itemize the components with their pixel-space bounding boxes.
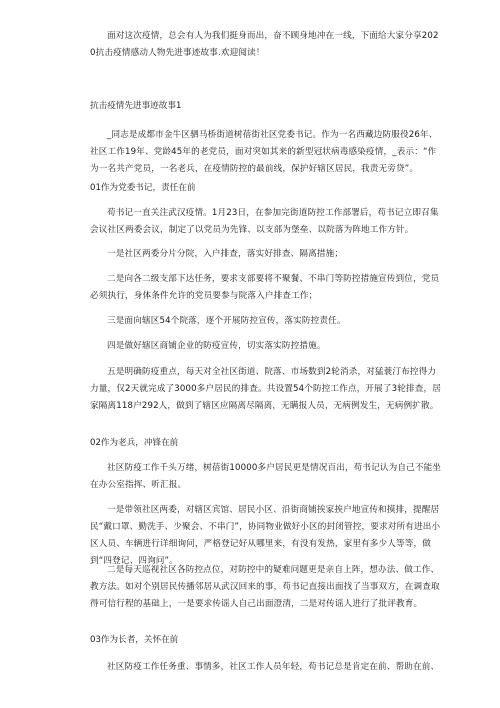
paragraph-1: _同志是成都市金牛区驷马桥街道树蓓街社区党委书记。作为一名西藏边防服役26年、社区工作19年、党龄45年的老党员，面对突如其来的新型冠状病毒感染疫情，_表示：“作为一名共产党员，一名老兵，在疫情防控的最前线，保护好辖区居民，我责无旁贷”。 — [90, 130, 438, 174]
paragraph-9: 一是带领社区两委，对辖区宾馆、居民小区、沿街商铺挨家挨户地宣传和摸排，提醒居民“戴口罩、勤洗手、少聚会、不串门”，协同物业做好小区的封闭管控，要求对所有进出小区人员、车辆进行详细询问，严格登记好从哪里来，有没有发热，家里有多少人等等，做到“四登记、四询问”。 — [90, 505, 441, 566]
paragraph-10: 二是每天巡视社区各防控点位，对防控中的疑难问题更是亲自上阵，想办法、做工作、教方法。如对个别居民传播邻居从武汉回来的事，苟书记直接出面找了当事双方，在调查取得可信行程的基础上，一是要求传谣人自己出面澄清，二是对传谣人进行了批评教育。 — [90, 565, 440, 609]
paragraph-2: 苟书记一直关注武汉疫情。1月23日，在参加完街道防控工作部署后，苟书记立即召集会议社区两委会议，制定了以党员为先锋、以支部为堡垒、以院落为阵地工作方针。 — [90, 208, 439, 235]
paragraph-7: 五是明确防疫重点，每天对全社区街道、院落、市场数到2轮消杀，对猛蓑汀布控得力力量，仅2天就完成了3000多户居民的排查。共设置54个防控工作点，开展了3轮排查，居家隔离118户292人，做到了辖区应隔离尽隔离，无瞒报人员，无病例发生，无病例扩散。 — [90, 367, 441, 411]
section-heading-2: 02作为老兵，冲锋在前 — [90, 438, 179, 448]
paragraph-8: 社区防疫工作千头万绪，树蓓街10000多户居民更是情况百出，苟书记认为自己不能坐在办公室指挥、听汇报。 — [90, 463, 442, 490]
paragraph-4: 二是向各二级支部下达任务，要求支部要将不聚餐、不串门等防控措施宣传到位，党员必须执行，身体条件允许的党员要参与院落入户排查工作； — [90, 274, 440, 301]
story-title: 抗击疫情先进事迹故事1 — [90, 101, 182, 111]
section-heading-1: 01作为党委书记，责任在前 — [90, 183, 196, 193]
paragraph-6: 四是做好辖区商铺企业的防疫宣传，切实落实防控措施。 — [107, 341, 326, 351]
paragraph-5: 三是面向辖区54个院落，逐个开展防控宣传，落实防控责任。 — [107, 316, 346, 326]
section-heading-3: 03作为长者，关怀在前 — [90, 635, 179, 645]
intro-paragraph: 面对这次疫情，总会有人为我们挺身而出，奋不顾身地冲在一线，下面给大家分享2020抗击疫情感动人物先进事迹故事.欢迎阅读！ — [90, 31, 439, 58]
paragraph-3: 一是社区两委分片分院，入户排查，落实好排查、隔离措施； — [107, 249, 344, 259]
paragraph-11: 社区防疫工作任务重、事情多，社区工作人员年轻，苟书记总是肯定在前、帮助在前、 — [107, 662, 440, 672]
